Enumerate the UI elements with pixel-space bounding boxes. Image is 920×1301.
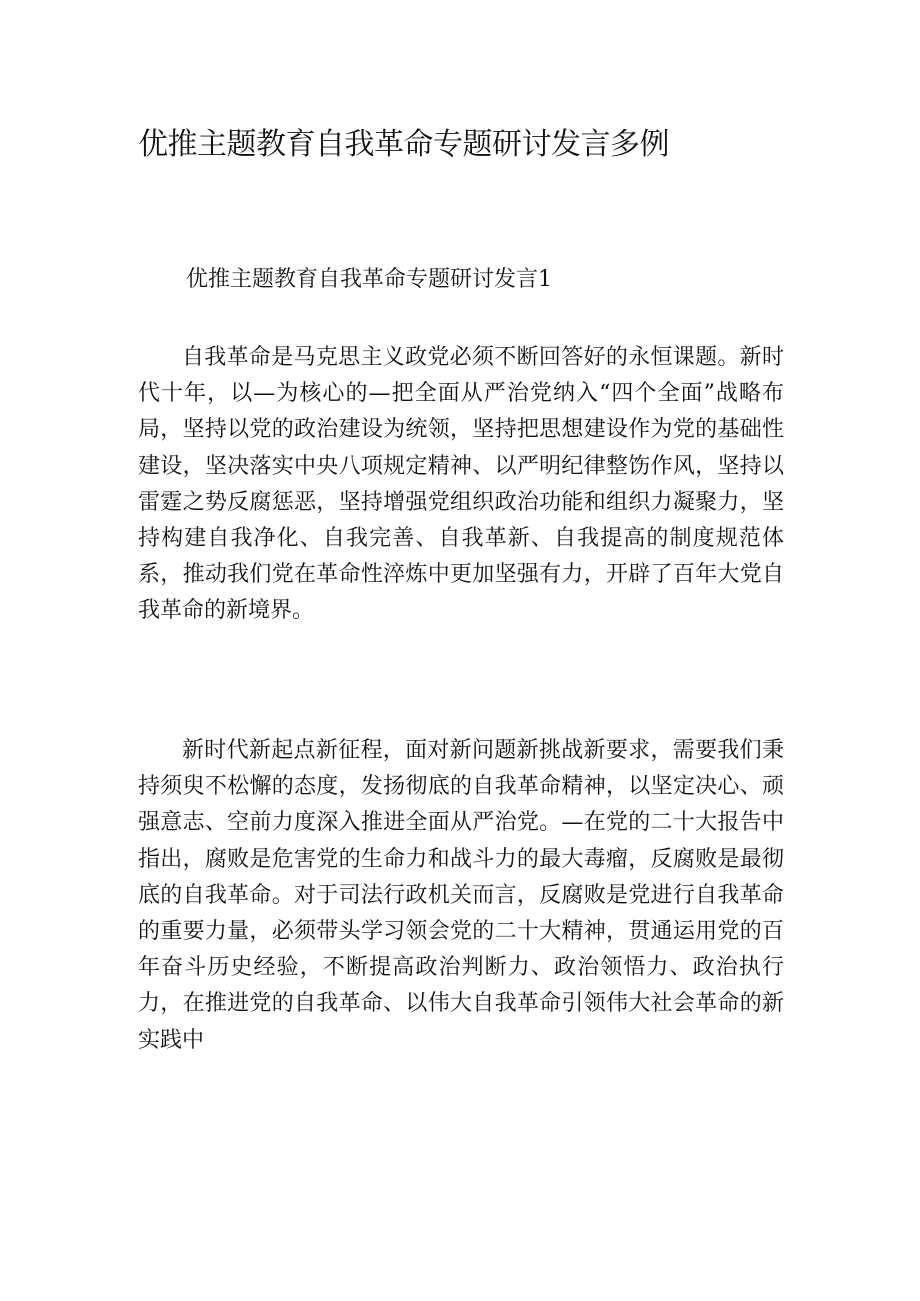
body-paragraph: 新时代新起点新征程，面对新问题新挑战新要求，需要我们秉持须臾不松懈的态度，发扬彻底的自我革命精神，以坚定决心、顽强意志、空前力度深入推进全面从严治党。—在党的二十大报告中指出，腐败是危害党的生命力和战斗力的最大毒瘤，反腐败是最彻底的自我革命。对于司法行政机关而言，反腐败是党进行自我革命的重要力量，必须带头学习领会党的二十大精神，贯通运用党的百年奋斗历史经验，不断提高政治判断力、政治领悟力、政治执行力，在推进党的自我革命、以伟大自我革命引领伟大社会革命的新实践中: [138, 738, 784, 1053]
body-paragraph: 自我革命是马克思主义政党必须不断回答好的永恒课题。新时代十年，以—为核心的—把全面从严治党纳入“四个全面”战略布局，坚持以党的政治建设为统领，坚持把思想建设作为党的基础性建设，坚决落实中央八项规定精神、以严明纪律整饬作风，坚持以雷霆之势反腐惩恶，坚持增强党组织政治功能和组织力凝聚力，坚持构建自我净化、自我完善、自我革新、自我提高的制度规范体系，推动我们党在革命性淬炼中更加坚强有力，开辟了百年大党自我革命的新境界。: [138, 345, 784, 624]
document-title: 优推主题教育自我革命专题研讨发言多例: [138, 127, 669, 162]
section-subtitle: 优推主题教育自我革命专题研讨发言1: [186, 267, 552, 292]
